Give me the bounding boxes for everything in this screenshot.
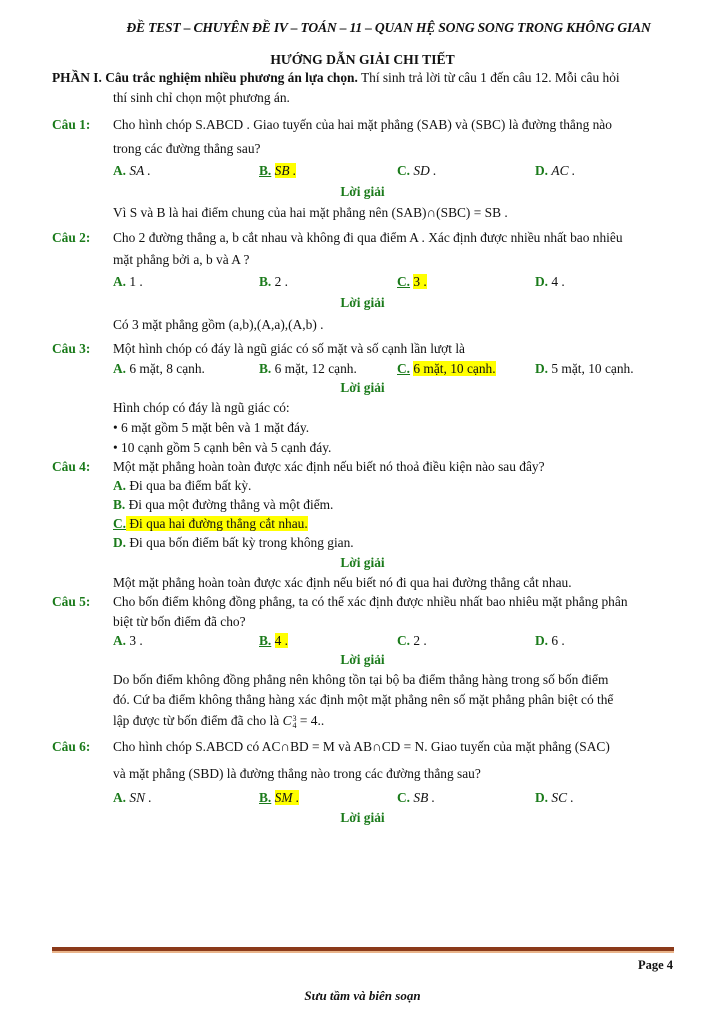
part-label: PHẦN I. Câu trắc nghiệm nhiều phương án lựa chọn. (52, 70, 358, 85)
solution-heading: Lời giải (340, 380, 385, 395)
solution-bullet: • 6 mặt gồm 5 mặt bên và 1 mặt đáy. (113, 420, 310, 435)
option-b-correct[interactable]: B. SB . (259, 163, 297, 178)
option-a[interactable]: A. 6 mặt, 8 cạnh. (113, 361, 205, 376)
option-d[interactable]: D. AC . (535, 163, 576, 178)
option-c[interactable]: C. SB . (397, 790, 435, 805)
option-d[interactable]: D. 6 . (535, 633, 565, 648)
question-text-line: trong các đường thẳng sau? (113, 141, 261, 156)
solution-line: đó. Cứ ba điểm không thẳng hàng xác định một mặt phẳng nên số mặt phẳng phân biệt có thể (113, 692, 614, 707)
option-d[interactable]: D. SC . (535, 790, 574, 805)
option-b-correct[interactable]: B. SM . (259, 790, 300, 805)
question-label: Câu 1: (52, 117, 91, 132)
part-instruction-line1: Thí sinh trả lời từ câu 1 đến câu 12. Mỗi câu hỏi (357, 70, 620, 85)
option-a[interactable]: A. SN . (113, 790, 152, 805)
option-a[interactable]: A. SA . (113, 163, 151, 178)
option-b[interactable]: B. Đi qua một đường thẳng và một điểm. (113, 497, 334, 512)
solution-line: Hình chóp có đáy là ngũ giác có: (113, 400, 290, 415)
question-label: Câu 3: (52, 341, 91, 356)
solution-line: Do bốn điểm không đồng phẳng nên không tồn tại bộ ba điểm thẳng hàng trong số bốn điểm (113, 672, 609, 687)
question-text-line: Một mặt phẳng hoàn toàn được xác định nếu biết nó thoả điều kiện nào sau đây? (113, 459, 545, 474)
footer-divider (52, 947, 674, 953)
option-d[interactable]: D. 5 mặt, 10 cạnh. (535, 361, 634, 376)
question-text-line: Một hình chóp có đáy là ngũ giác có số mặt và số cạnh lần lượt là (113, 341, 465, 356)
solution-line: Một mặt phẳng hoàn toàn được xác định nếu biết nó đi qua hai đường thẳng cắt nhau. (113, 575, 572, 590)
option-c[interactable]: C. SD . (397, 163, 437, 178)
solution-heading: Lời giải (340, 810, 385, 825)
combination-symbol: C (282, 713, 292, 728)
solution-heading: Lời giải (340, 652, 385, 667)
option-c-correct[interactable]: C. 6 mặt, 10 cạnh. (397, 361, 496, 376)
question-text-line: Cho bốn điểm không đồng phẳng, ta có thể xác định được nhiều nhất bao nhiêu mặt phẳng phân (113, 594, 628, 609)
option-a[interactable]: A. 3 . (113, 633, 143, 648)
question-label: Câu 5: (52, 594, 91, 609)
question-text-line: Cho hình chóp S.ABCD . Giao tuyến của hai mặt phẳng (SAB) và (SBC) là đường thẳng nào (113, 117, 612, 132)
question-text-line: Cho hình chóp S.ABCD có AC∩BD = M và AB∩CD = N. Giao tuyến của mặt phẳng (SAC) (113, 739, 610, 754)
solution-line: Vì S và B là hai điểm chung của hai mặt phẳng nên (SAB)∩(SBC) = SB . (113, 205, 508, 220)
option-c-correct[interactable]: C. 3 . (397, 274, 427, 289)
question-text-line: mặt phẳng bởi a, b và A ? (113, 252, 250, 267)
option-d[interactable]: D. Đi qua bốn điểm bất kỳ trong không gian. (113, 535, 354, 550)
option-a[interactable]: A. Đi qua ba điểm bất kỳ. (113, 478, 252, 493)
page-number: Page 4 (637, 958, 673, 972)
question-text-line: biệt từ bốn điểm đã cho? (113, 614, 246, 629)
solution-line: lập được từ bốn điểm đã cho là C 3 4 = 4.. (113, 713, 325, 730)
question-label: Câu 6: (52, 739, 91, 754)
question-text-line: Cho 2 đường thẳng a, b cắt nhau và không đi qua điểm A . Xác định được nhiều nhất bao nhiêu (113, 230, 623, 245)
part-instruction-line2: thí sinh chỉ chọn một phương án. (113, 90, 290, 105)
solution-line: Có 3 mặt phẳng gồm (a,b),(A,a),(A,b) . (113, 317, 324, 332)
option-c[interactable]: C. 2 . (397, 633, 427, 648)
question-label: Câu 4: (52, 459, 91, 474)
option-d[interactable]: D. 4 . (535, 274, 565, 289)
option-c-correct[interactable]: C. Đi qua hai đường thẳng cắt nhau. (113, 516, 308, 531)
option-a[interactable]: A. 1 . (113, 274, 143, 289)
option-b[interactable]: B. 2 . (259, 274, 289, 289)
document-header-title: ĐỀ TEST – CHUYÊN ĐỀ IV – TOÁN – 11 – QUAN HỆ SONG SONG TRONG KHÔNG GIAN (126, 20, 651, 35)
question-text-line: và mặt phẳng (SBD) là đường thẳng nào trong các đường thẳng sau? (113, 766, 481, 781)
footer-credit: Sưu tầm và biên soạn (304, 988, 421, 1003)
option-b-correct[interactable]: B. 4 . (259, 633, 289, 648)
solution-heading: Lời giải (340, 184, 385, 199)
solution-heading: Lời giải (340, 555, 385, 570)
section-title: HƯỚNG DẪN GIẢI CHI TIẾT (270, 52, 455, 67)
question-label: Câu 2: (52, 230, 91, 245)
option-b[interactable]: B. 6 mặt, 12 cạnh. (259, 361, 357, 376)
solution-heading: Lời giải (340, 295, 385, 310)
part-instructions (52, 70, 620, 86)
solution-bullet: • 10 cạnh gồm 5 cạnh bên và 5 cạnh đáy. (113, 440, 332, 455)
